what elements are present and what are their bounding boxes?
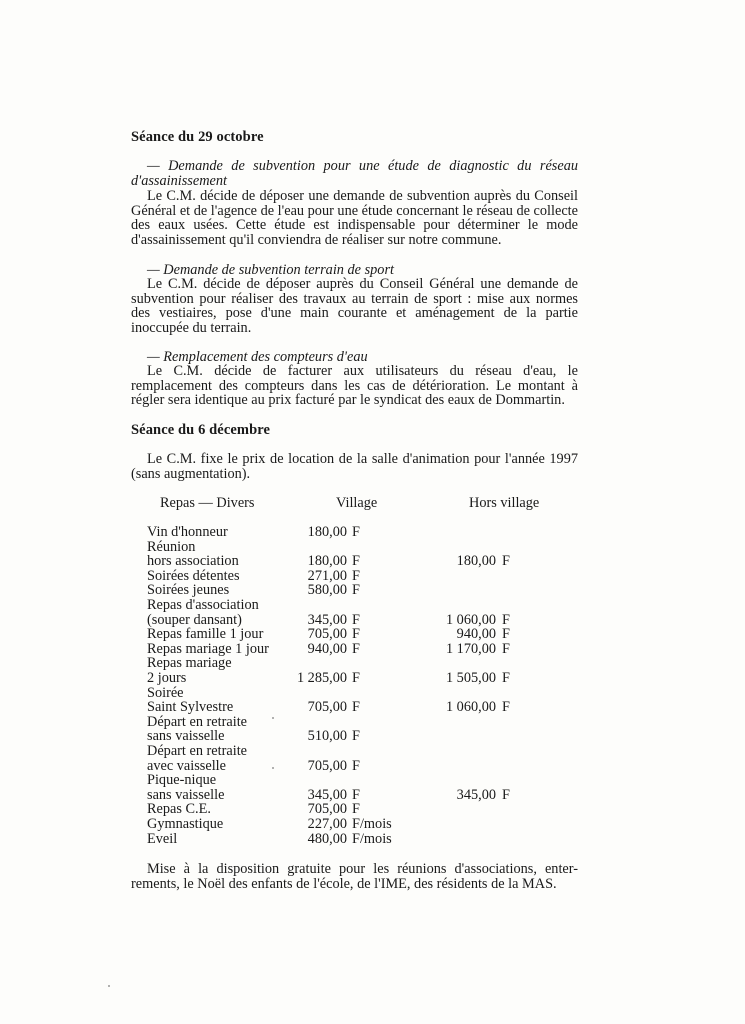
scan-speck <box>108 985 110 987</box>
section-heading-29-octobre: Séance du 29 octobre <box>131 129 264 145</box>
paragraph-diagnostic <box>131 189 578 247</box>
scan-speck <box>272 767 274 769</box>
hors-village-price: 1 060,00 <box>445 611 496 628</box>
village-unit: F/mois <box>352 816 392 832</box>
row-label: Soirée <box>147 684 184 701</box>
section-heading-6-decembre: Séance du 6 décembre <box>131 422 271 438</box>
village-unit: F <box>352 801 360 818</box>
text-line: des vestiaires, pose d'une main courante et aménagement de la partie <box>131 305 578 322</box>
text-line: Général et de l'agence de l'eau pour une étude concernant le réseau de collecte <box>131 202 578 219</box>
village-unit: F <box>352 524 360 540</box>
hors-village-unit: F <box>502 670 510 686</box>
text-line: d'assainissement <box>131 172 227 189</box>
hors-village-unit: F <box>502 640 510 657</box>
text-line: Mise à la disposition gratuite pour les réunions d'associations, enter- <box>147 861 578 877</box>
row-label: Soirées détentes <box>147 567 240 584</box>
hors-village-price: 1 505,00 <box>445 670 496 686</box>
village-price: 345,00 <box>307 786 347 803</box>
village-price: 705,00 <box>307 626 347 643</box>
text-line: Le C.M. décide de déposer auprès du Conseil Général une demande de <box>147 276 578 292</box>
paragraph-tarifs-intro <box>131 452 578 481</box>
village-unit: F <box>352 786 360 803</box>
row-label: (souper dansant) <box>147 611 242 628</box>
column-header-village: Village <box>336 495 378 511</box>
scan-speck <box>272 717 274 719</box>
hors-village-price: 1 060,00 <box>445 699 496 716</box>
row-label: Eveil <box>147 830 178 847</box>
village-price: 1 285,00 <box>296 670 347 686</box>
subsection-title-diagnostic <box>131 159 578 188</box>
village-unit: F <box>352 699 360 716</box>
paragraph-compteurs <box>131 364 578 408</box>
row-label: Gymnastique <box>147 816 224 832</box>
hors-village-unit: F <box>502 626 510 643</box>
hors-village-unit: F <box>502 786 510 803</box>
row-label: Repas d'association <box>147 597 259 613</box>
paragraph-sport <box>131 277 578 335</box>
hors-village-unit: F <box>502 611 510 628</box>
village-unit: F <box>352 670 360 686</box>
text-line: d'assainissement qu'il conviendra de réaliser sur notre commune. <box>131 231 502 248</box>
village-price: 180,00 <box>307 524 347 540</box>
village-price: 705,00 <box>307 801 347 818</box>
column-header-hors-village: Hors village <box>469 495 540 511</box>
text-line: rements, le Noël des enfants de l'école, de l'IME, des résidents de la MAS. <box>131 875 557 892</box>
village-unit: F <box>352 582 360 599</box>
village-unit: F <box>352 728 360 745</box>
hors-village-price: 1 170,00 <box>445 640 496 657</box>
village-unit: F <box>352 757 360 774</box>
row-label: Soirées jeunes <box>147 582 230 599</box>
village-price: 227,00 <box>307 816 347 832</box>
row-label: Repas C.E. <box>147 801 211 818</box>
row-label: Repas mariage <box>147 655 232 672</box>
text-line: (sans augmentation). <box>131 465 251 482</box>
village-price: 271,00 <box>307 567 347 584</box>
hors-village-price: 940,00 <box>456 626 496 643</box>
row-label: avec vaisselle <box>147 757 226 774</box>
text-line: Le C.M. décide de déposer une demande de subvention auprès du Conseil <box>147 188 578 204</box>
text-line: — Demande de subvention terrain de sport <box>147 262 394 278</box>
village-price: 580,00 <box>307 582 347 599</box>
village-price: 345,00 <box>307 611 347 628</box>
text-line: inoccupée du terrain. <box>131 319 252 336</box>
text-line: des eaux usées. Cette étude est indispensable pour déterminer le mode <box>131 217 578 234</box>
village-price: 480,00 <box>307 830 347 847</box>
village-price: 705,00 <box>307 757 347 774</box>
village-price: 705,00 <box>307 699 347 716</box>
text-line: Le C.M. décide de facturer aux utilisateurs du réseau d'eau, le <box>147 363 578 379</box>
village-unit: F <box>352 567 360 584</box>
row-label: hors association <box>147 553 239 570</box>
row-label: Repas mariage 1 jour <box>147 640 269 657</box>
row-label: Saint Sylvestre <box>147 699 234 716</box>
row-label: Pique-nique <box>147 772 217 789</box>
row-label: Départ en retraite <box>147 713 248 730</box>
hors-village-unit: F <box>502 553 510 570</box>
text-line: régler sera identique au prix facturé par le syndicat des eaux de Dommartin. <box>131 392 565 409</box>
row-label: 2 jours <box>147 670 187 686</box>
village-price: 180,00 <box>307 553 347 570</box>
row-label: Réunion <box>147 538 196 555</box>
column-header-repas: Repas — Divers <box>160 495 255 511</box>
text-line: remplacement des compteurs dans les cas de détérioration. Le montant à <box>131 377 578 394</box>
text-line: — Remplacement des compteurs d'eau <box>147 349 368 365</box>
village-unit: F/mois <box>352 830 392 847</box>
hors-village-unit: F <box>502 699 510 716</box>
village-unit: F <box>352 611 360 628</box>
village-price: 940,00 <box>307 640 347 657</box>
village-price: 510,00 <box>307 728 347 745</box>
text-line: subvention pour réaliser des travaux au terrain de sport : mise aux normes <box>131 290 578 307</box>
row-label: sans vaisselle <box>147 786 225 803</box>
village-unit: F <box>352 626 360 643</box>
hors-village-price: 345,00 <box>456 786 496 803</box>
row-label: Repas famille 1 jour <box>147 626 264 643</box>
paragraph-mise-a-disposition <box>131 862 578 891</box>
hors-village-price: 180,00 <box>456 553 496 570</box>
text-line: — Demande de subvention pour une étude de diagnostic du réseau <box>147 158 578 174</box>
row-label: sans vaisselle <box>147 728 225 745</box>
village-unit: F <box>352 553 360 570</box>
row-label: Vin d'honneur <box>147 524 228 540</box>
row-label: Départ en retraite <box>147 743 248 759</box>
village-unit: F <box>352 640 360 657</box>
text-line: Le C.M. fixe le prix de location de la salle d'animation pour l'année 1997 <box>147 451 578 467</box>
